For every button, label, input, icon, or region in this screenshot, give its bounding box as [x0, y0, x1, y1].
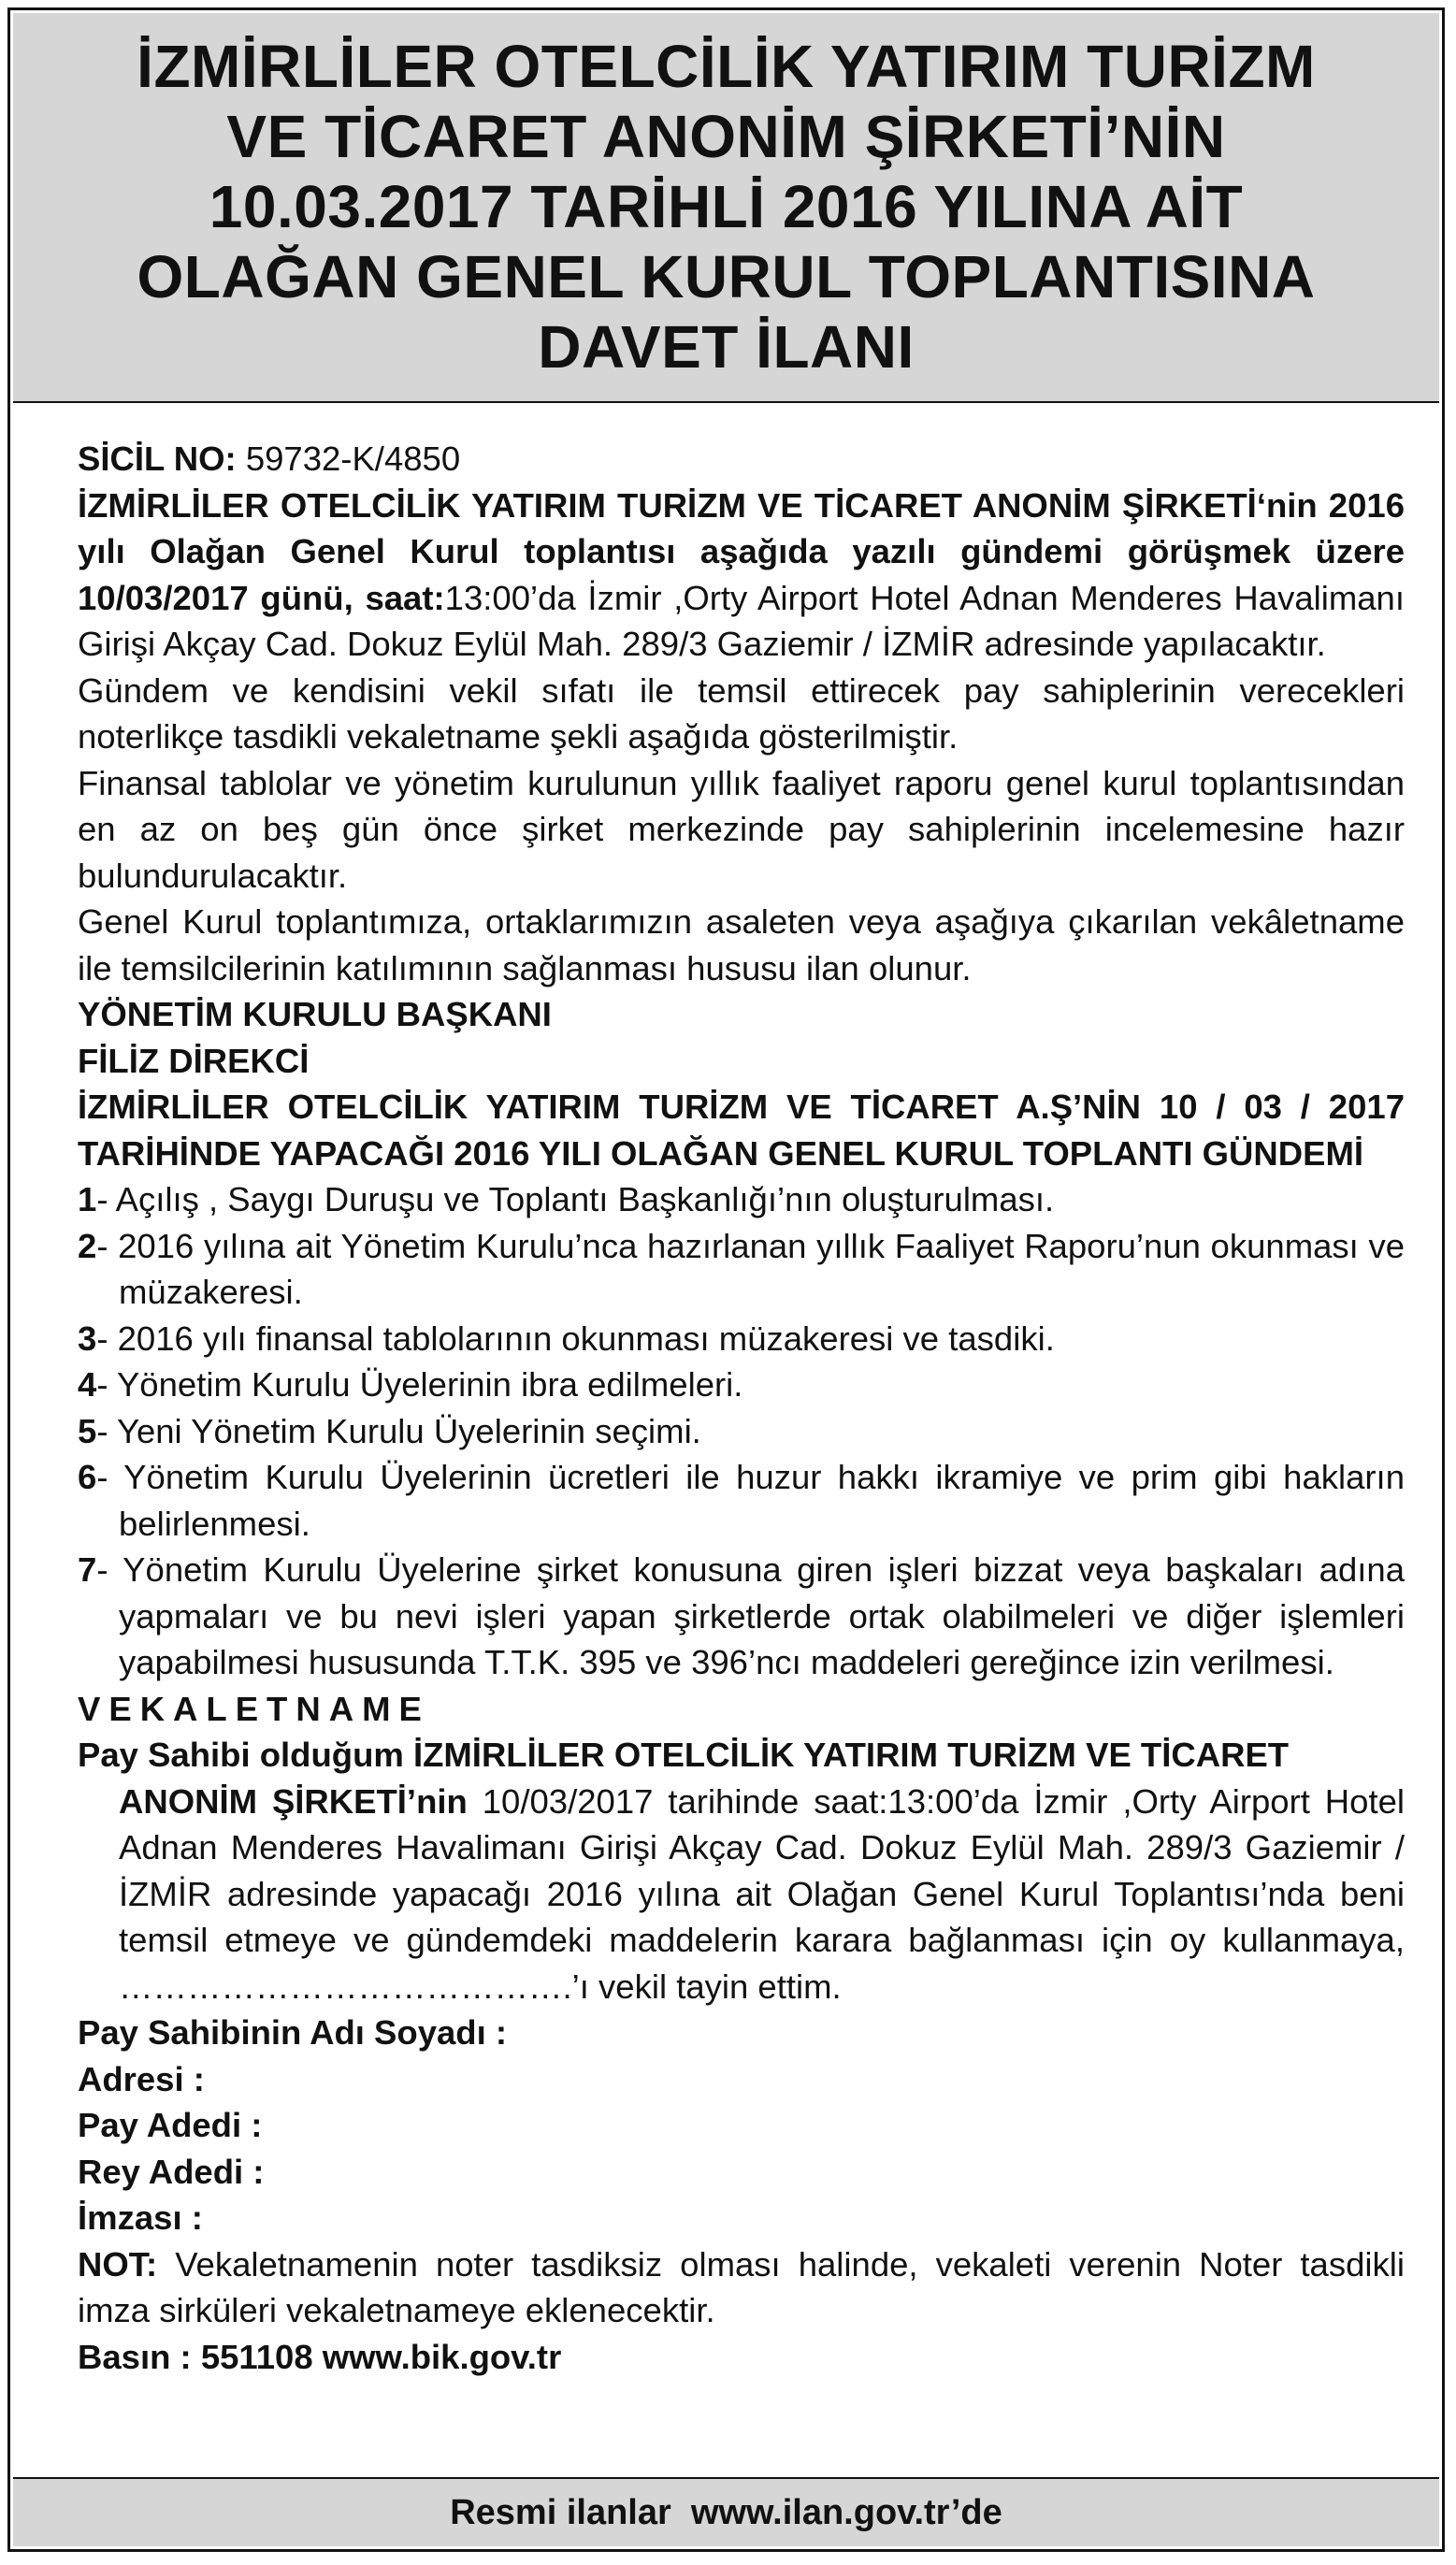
title-line: 10.03.2017 TARİHLİ 2016 YILINA AİT	[209, 173, 1244, 240]
form-field-name: Pay Sahibinin Adı Soyadı :	[78, 2013, 508, 2052]
paragraph: Finansal tablolar ve yönetim kurulunun yıllık faaliyet raporu genel kurul toplantısından en az on beş gün önce şirket merkezinde pay sahiplerinin incelemesine hazır bulundurulacaktır.	[78, 763, 1405, 895]
agenda-item-text: - Açılış , Saygı Duruşu ve Toplantı Başkanlığı’nın oluşturulması.	[96, 1180, 1055, 1218]
intro-normal: 13:00’da İzmir ,Orty Airport Hotel Adnan Menderes Havalimanı Girişi Akçay Cad. Dokuz Eylül Mah. 289/3 Gaziemir / İZMİR adresinde yapılacaktır.	[78, 578, 1405, 663]
vekaletname-heading: VEKALETNAME	[78, 1689, 430, 1728]
note-text: Vekaletnamenin noter tasdiksiz olması halinde, vekaleti verenin Noter tasdikli imza sirküleri vekaletnameye eklenecektir.	[78, 2244, 1405, 2329]
vekaletname-first-line: Pay Sahibi olduğum İZMİRLİLER OTELCİLİK YATIRIM TURİZM VE TİCARET	[78, 1736, 1290, 1774]
agenda-item-number: 3	[78, 1319, 97, 1358]
agenda-item-text: - 2016 yılı finansal tablolarının okunması müzakeresi ve tasdiki.	[96, 1319, 1055, 1358]
agenda-item-number: 7	[78, 1550, 97, 1589]
form-field-votes: Rey Adedi :	[78, 2152, 265, 2191]
form-field-shares: Pay Adedi :	[78, 2106, 263, 2144]
signature-name: FİLİZ DİREKCİ	[78, 1041, 310, 1080]
intro-bold: İZMİRLİLER OTELCİLİK YATIRIM TURİZM VE TİCARET ANONİM ŞİRKETİ‘nin 2016 yılı Olağan Genel Kurul toplantısı aşağıda yazılı gündemi görüşmek üzere 10/03/2017 günü, saat:	[78, 485, 1405, 617]
vekaletname-body	[78, 1779, 1405, 2010]
agenda-item	[78, 1176, 1405, 1223]
note-label: NOT:	[78, 2244, 158, 2284]
agenda-item	[78, 1362, 1405, 1408]
sicil-line	[78, 436, 1405, 483]
agenda-item-number: 1	[78, 1180, 97, 1218]
announcement-footer	[13, 2477, 1439, 2546]
form-field-address: Adresi :	[78, 2059, 205, 2098]
signature-title: YÖNETİM KURULU BAŞKANI	[78, 995, 552, 1033]
press-code: Basın : 551108 www.bik.gov.tr	[78, 2337, 562, 2376]
agenda-item-number: 4	[78, 1365, 97, 1404]
announcement-body	[78, 436, 1405, 2380]
agenda-item-text: - Yönetim Kurulu Üyelerine şirket konusuna giren işleri bizzat veya başkaları adına yapmaları ve bu nevi işleri yapan şirketlerde ortak olabilmeleri ve diğer işlemleri yapabilmesi hususunda T.T.K. 395 ve 396’ncı maddeleri gereğince izin verilmesi.	[96, 1550, 1405, 1681]
agenda-item	[78, 1223, 1405, 1316]
title-line: İZMİRLİLER OTELCİLİK YATIRIM TURİZM	[137, 33, 1316, 100]
announcement-title	[137, 32, 1316, 382]
agenda-item-text: - Yeni Yönetim Kurulu Üyelerinin seçimi.	[96, 1411, 701, 1450]
footer-text: Resmi ilanlar www.ilan.gov.tr’de	[450, 2492, 1002, 2532]
agenda-item	[78, 1408, 1405, 1455]
intro-paragraph	[78, 483, 1405, 668]
title-line: DAVET İLANI	[538, 313, 915, 381]
paragraph: Gündem ve kendisini vekil sıfatı ile temsil ettirecek pay sahiplerinin verecekleri noterlikçe tasdikli vekaletname şekli aşağıda gösterilmiştir.	[78, 670, 1405, 756]
announcement-header	[13, 13, 1439, 403]
agenda-item-text: - 2016 yılına ait Yönetim Kurulu’nca hazırlanan yıllık Faaliyet Raporu’nun okunması ve müzakeresi.	[96, 1226, 1405, 1311]
vekaletname-text: 10/03/2017 tarihinde saat:13:00’da İzmir ,Orty Airport Hotel Adnan Menderes Havalimanı Girişi Akçay Cad. Dokuz Eylül Mah. 289/3 Gaziemir / İZMİR adresinde yapacağı 2016 yılına ait Olağan Genel Kurul Toplantısı’nda beni temsil etmeye ve gündemdeki maddelerin karara bağlanması için oy kullanmaya, ………………………………….’ı vekil tayin ettim.	[119, 1781, 1405, 2006]
note-paragraph	[78, 2241, 1405, 2334]
announcement-frame	[7, 7, 1445, 2552]
agenda-item	[78, 1547, 1405, 1686]
vekaletname-company: ANONİM ŞİRKETİ’nin	[119, 1781, 468, 1821]
sicil-label: SİCİL NO:	[78, 440, 237, 478]
sicil-value: 59732-K/4850	[236, 440, 461, 478]
paragraph: Genel Kurul toplantımıza, ortaklarımızın asaleten veya aşağıya çıkarılan vekâletname ile temsilcilerinin katılımının sağlanması hususu ilan olunur.	[78, 902, 1405, 987]
agenda-item-number: 5	[78, 1411, 97, 1450]
title-line: OLAĞAN GENEL KURUL TOPLANTISINA	[137, 243, 1316, 310]
agenda-item	[78, 1316, 1405, 1362]
agenda-item-text: - Yönetim Kurulu Üyelerinin ücretleri ile huzur hakkı ikramiye ve prim gibi hakların belirlenmesi.	[96, 1458, 1405, 1543]
agenda-item-number: 2	[78, 1226, 97, 1265]
agenda-item	[78, 1454, 1405, 1547]
form-field-signature: İmzası :	[78, 2198, 203, 2237]
agenda-heading: İZMİRLİLER OTELCİLİK YATIRIM TURİZM VE TİCARET A.Ş’NİN 10 / 03 / 2017 TARİHİNDE YAPACAĞI 2016 YILI OLAĞAN GENEL KURUL TOPLANTI GÜNDEMİ	[78, 1088, 1405, 1173]
title-line: VE TİCARET ANONİM ŞİRKETİ’NİN	[226, 103, 1226, 170]
agenda-item-number: 6	[78, 1458, 97, 1496]
agenda-item-text: - Yönetim Kurulu Üyelerinin ibra edilmeleri.	[96, 1365, 743, 1404]
